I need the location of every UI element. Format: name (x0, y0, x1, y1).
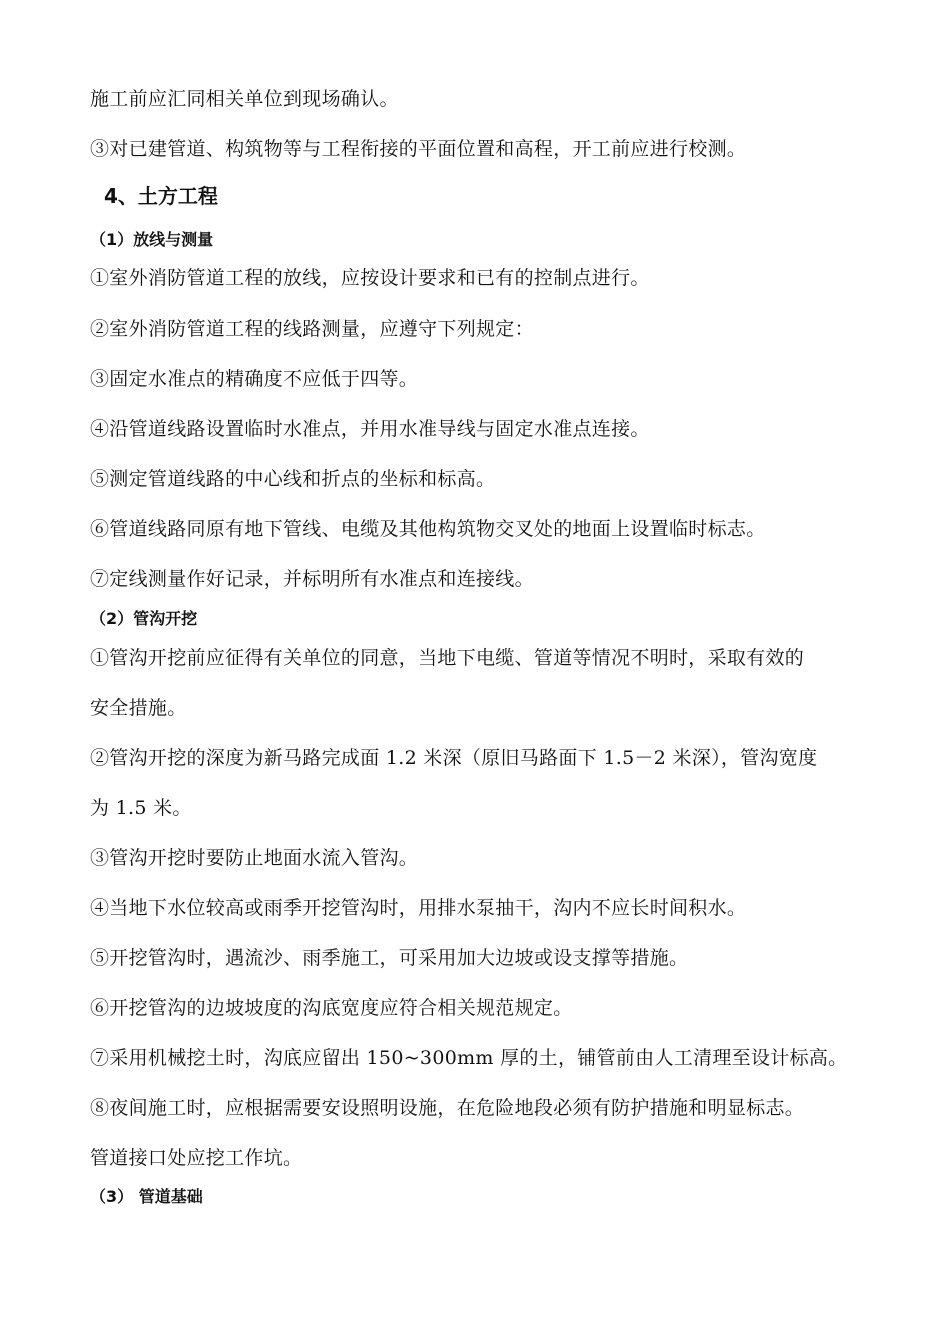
list-item: ③固定水准点的精确度不应低于四等。 (90, 368, 419, 390)
list-item: ⑦采用机械挖土时，沟底应留出 150~300mm 厚的土，铺管前由人工清理至设计标高。 (90, 1047, 848, 1069)
subsection-title: （2）管沟开挖 (90, 609, 198, 628)
list-item: ②管沟开挖的深度为新马路完成面 1.2 米深（原旧马路面下 1.5－2 米深），管沟宽度 (90, 747, 818, 769)
list-item: ④沿管道线路设置临时水准点，并用水准导线与固定水准点连接。 (90, 418, 650, 440)
list-item: ⑥管道线路同原有地下管线、电缆及其他构筑物交叉处的地面上设置临时标志。 (90, 518, 766, 540)
list-item: ⑤开挖管沟时，遇流沙、雨季施工，可采用加大边坡或设支撑等措施。 (90, 947, 689, 969)
list-item: 为 1.5 米。 (90, 797, 192, 819)
list-item: ⑧夜间施工时，应根据需要安设照明设施，在危险地段必须有防护措施和明显标志。 (90, 1097, 805, 1119)
list-item: ⑥开挖管沟的边坡坡度的沟底宽度应符合相关规范规定。 (90, 997, 573, 1019)
paragraph-line: ③对已建管道、构筑物等与工程衔接的平面位置和高程，开工前应进行校测。 (90, 138, 747, 160)
paragraph-line: 施工前应汇同相关单位到现场确认。 (90, 88, 399, 110)
list-item: ①室外消防管道工程的放线，应按设计要求和已有的控制点进行。 (90, 267, 650, 289)
subsection-title: （3） 管道基础 (90, 1187, 203, 1206)
list-item: 管道接口处应挖工作坑。 (90, 1147, 303, 1169)
list-item: ②室外消防管道工程的线路测量，应遵守下列规定： (90, 318, 534, 340)
list-item: ⑦定线测量作好记录，并标明所有水准点和连接线。 (90, 568, 534, 590)
list-item: ①管沟开挖前应征得有关单位的同意，当地下电缆、管道等情况不明时，采取有效的 (90, 647, 805, 669)
list-item: 安全措施。 (90, 697, 187, 719)
list-item: ⑤测定管道线路的中心线和折点的坐标和标高。 (90, 468, 496, 490)
list-item: ④当地下水位较高或雨季开挖管沟时，用排水泵抽干，沟内不应长时间积水。 (90, 897, 747, 919)
subsection-title: （1）放线与测量 (90, 230, 214, 249)
section-heading: 4、土方工程 (104, 184, 218, 208)
list-item: ③管沟开挖时要防止地面水流入管沟。 (90, 847, 419, 869)
